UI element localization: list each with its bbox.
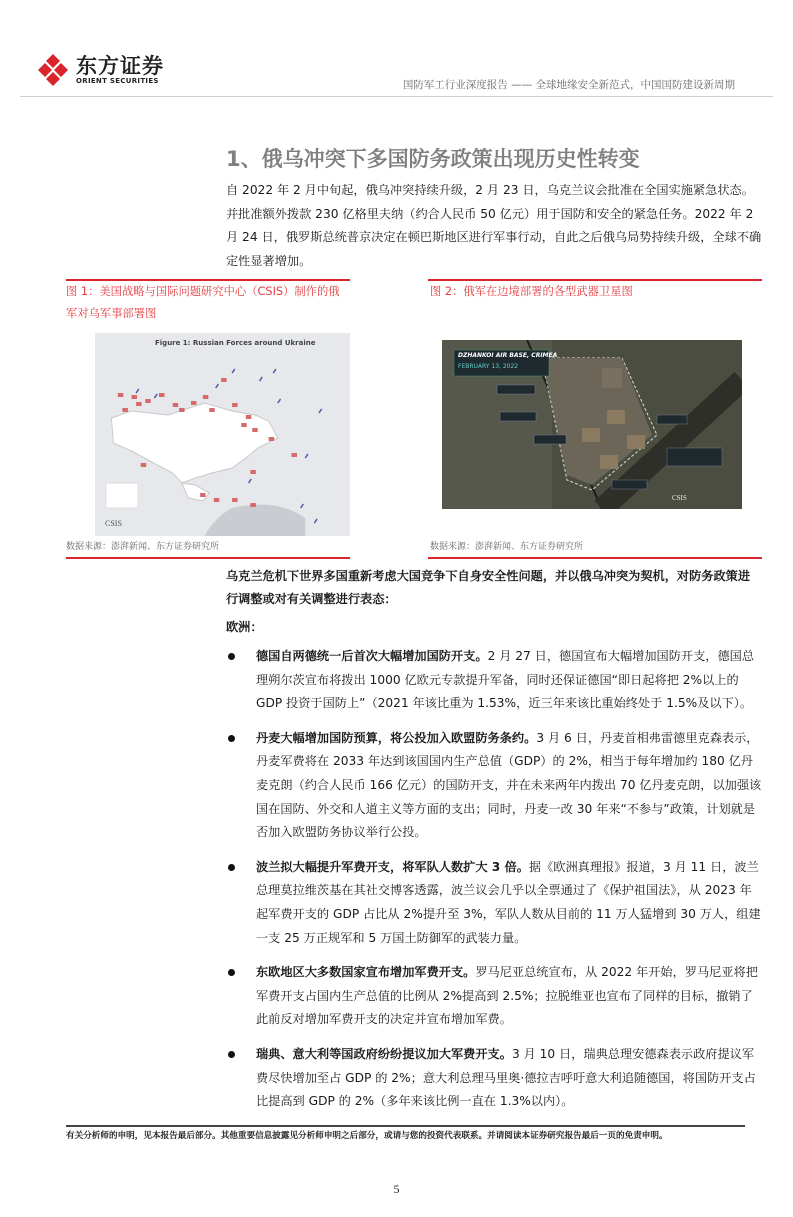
intro-paragraph: 乌克兰危机下世界多国重新考虑大国竞争下自身安全性问题，并以俄乌冲突为契机，对防务政策进行调整或对有关调整进行表态： xyxy=(226,568,751,606)
figure1-source: 数据来源：澎湃新闻、东方证券研究所 xyxy=(66,542,220,552)
figure1-bottom-rule xyxy=(66,557,350,559)
page-footer xyxy=(66,1125,745,1142)
footer-disclaimer: 有关分析师的申明，见本报告最后部分。其他重要信息披露见分析师申明之后部分，或请与您的投资代表联系。并请阅读本证券研究报告最后一页的免责申明。 xyxy=(66,1130,668,1141)
figure2-satellite-image xyxy=(442,340,742,509)
region-heading: 欧洲： xyxy=(226,619,263,634)
list-item xyxy=(226,645,762,716)
figure1-map-image xyxy=(95,333,350,536)
footer-divider xyxy=(66,1125,745,1127)
section-paragraph: 自 2022 年 2 月中旬起，俄乌冲突持续升级，2 月 23 日，乌克兰议会批准在全国实施紧急状态。并批准额外拨款 230 亿格里夫纳（约合人民币 50 亿元）用于国防和安全的紧急任务。2022 年 2 月 24 日，俄罗斯总统普京决定在顿巴斯地区进行军事行动，自此之后俄乌局势持续升级，全球不确定性显著增加。 xyxy=(226,183,762,268)
section-title: 1、俄乌冲突下多国防务政策出现历史性转变 xyxy=(226,147,640,171)
page-number: 5 xyxy=(393,1181,400,1196)
logo-chinese: 东方证券 xyxy=(76,54,164,78)
bullet-icon xyxy=(228,653,235,660)
figure-row xyxy=(66,279,762,559)
bullet-icon xyxy=(228,735,235,742)
figure2-caption: 图 2：俄军在边境部署的各型武器卫星图 xyxy=(430,285,633,298)
report-title: 国防军工行业深度报告 —— 全球地缘安全新范式，中国国防建设新周期 xyxy=(402,79,735,91)
list-item xyxy=(226,961,762,1032)
figure2 xyxy=(428,279,762,559)
bullet-lead: 德国自两德统一后首次大幅增加国防开支。 xyxy=(256,649,488,663)
bullet-lead: 丹麦大幅增加国防预算，将公投加入欧盟防务条约。 xyxy=(256,730,537,745)
figure2-bottom-rule xyxy=(428,557,762,559)
map-brand: CSIS xyxy=(105,519,122,528)
satellite-brand: CSIS xyxy=(672,494,687,502)
logo-english: ORIENT SECURITIES xyxy=(76,77,159,85)
bullet-text: 罗马尼亚总统宣布，从 2022 年开始，罗马尼亚将把军费开支占国内生产总值的比例从 2%提高到 2.5%；拉脱维亚也宣布了同样的目标，撤销了此前反对增加军费开支的决定并宣布增加军费。 xyxy=(256,965,758,1027)
bullet-icon xyxy=(228,1051,235,1058)
bullet-lead: 东欧地区大多数国家宣布增加军费开支。 xyxy=(256,965,476,980)
russia-forces-map xyxy=(95,333,350,536)
list-item xyxy=(226,1043,762,1114)
map-title: Figure 1: Russian Forces around Ukraine xyxy=(155,339,316,347)
bullet-lead: 瑞典、意大利等国政府纷纷提议加大军费开支。 xyxy=(256,1046,512,1061)
bullet-icon xyxy=(228,864,235,871)
bullet-text: 3 月 6 日，丹麦首相弗雷德里克森表示，丹麦军费将在 2033 年达到该国国内生产总值（GDP）的 2%，相当于每年增加约 180 亿丹麦克朗（约合人民币 166 亿元）的国防开支，并在未来两年内拨出 70 亿丹麦克朗，以加强该国在国防、外交和人道主义等方面的支出；同时，丹麦一改 30 年来“不参与”政策，计划就是否加入欧盟防务协议举行公投。 xyxy=(256,730,762,840)
figure2-source: 数据来源：澎湃新闻、东方证券研究所 xyxy=(430,542,584,552)
bullet-text: 据《欧洲真理报》报道，3 月 11 日，波兰总理莫拉维茨基在其社交博客透露，波兰议会几乎以全票通过了《保护祖国法》，从 2023 年起军费开支的 GDP 占比从 2%提升至 3%，军队人数从目前的 11 万人猛增到 30 万人，组建一支 25 万正规军和 5 万国土防御军的武装力量。 xyxy=(256,859,761,945)
list-item xyxy=(226,856,762,950)
bullet-text: 2 月 27 日，德国宣布大幅增加国防开支，德国总理朔尔茨宣布将拨出 1000 亿欧元专款提升军备，同时还保证德国“即日起将把 2%以上的 GDP 投资于国防上”（2021 年该比重为 1.53%，近三年来该比重始终处于 1.5%及以下）。 xyxy=(256,649,755,711)
figure1 xyxy=(66,279,350,559)
bullet-lead: 波兰拟大幅提升军费开支，将军队人数扩大 3 倍。 xyxy=(256,859,529,874)
figure1-caption: 图 1：美国战略与国际问题研究中心（CSIS）制作的俄军对乌军事部署图 xyxy=(66,285,340,320)
list-item xyxy=(226,727,762,845)
satellite-date: FEBRUARY 13, 2022 xyxy=(458,363,519,370)
bullet-list xyxy=(226,645,762,1114)
bullet-text: 3 月 10 日，瑞典总理安德森表示政府提议军费尽快增加至占 GDP 的 2%；意大利总理马里奥·德拉吉呼吁意大利追随德国，将国防开支占比提高到 GDP 的 2%（多年来该比例一直在 1.3%以内）。 xyxy=(256,1046,756,1109)
bullet-icon xyxy=(228,969,235,976)
satellite-title: DZHANKOI AIR BASE, CRIMEA xyxy=(458,352,558,359)
